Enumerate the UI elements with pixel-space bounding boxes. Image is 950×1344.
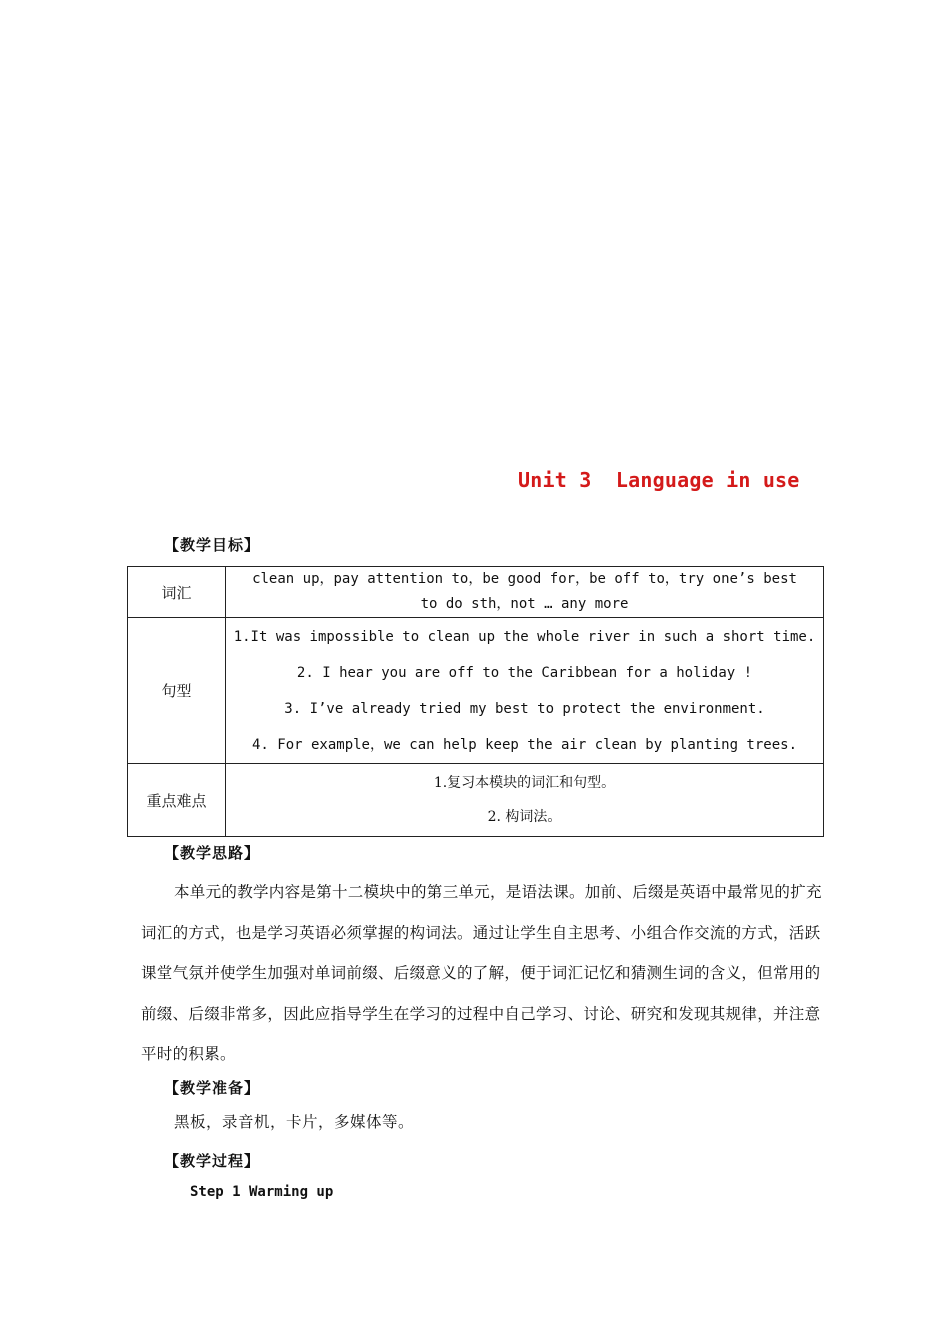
table-row — [128, 618, 824, 764]
vocab-line: clean up，pay attention to，be good for，be off to，try one’s best — [252, 571, 797, 587]
row-label-sentences: 句型 — [128, 618, 226, 764]
sentence-line: 3. I’ve already tried my best to protect the environment. — [284, 700, 765, 717]
vocab-line: to do sth，not … any more — [420, 596, 629, 612]
sentence-line: 2. I hear you are off to the Caribbean for a holiday ! — [296, 664, 753, 681]
key-points-cell — [226, 764, 824, 837]
key-point-line: 1.复习本模块的词汇和句型。 — [433, 775, 616, 791]
step-1-heading: Step 1 Warming up — [190, 1184, 334, 1200]
preparation-heading: 【教学准备】 — [164, 1079, 261, 1097]
sentences-cell — [226, 618, 824, 764]
sentence-line: 4. For example，we can help keep the air clean by planting trees. — [251, 736, 797, 753]
unit-title: Unit 3 Language in use — [518, 468, 800, 492]
table-row — [128, 764, 824, 837]
preparation-text: 黑板，录音机，卡片，多媒体等。 — [174, 1113, 415, 1131]
table-row — [128, 567, 824, 618]
row-label-key-points: 重点难点 — [128, 764, 226, 837]
vocab-cell — [226, 567, 824, 618]
sentence-line: 1.It was impossible to clean up the whole river in such a short time. — [233, 628, 816, 645]
approach-paragraph: 本单元的教学内容是第十二模块中的第三单元，是语法课。加前、后缀是英语中最常见的扩充词汇的方式，也是学习英语必须掌握的构词法。通过让学生自主思考、小组合作交流的方式，活跃课堂气氛并使学生加强对单词前缀、后缀意义的了解，便于词汇记忆和猜测生词的含义，但常用的前缀、后缀非常多，因此应指导学生在学习的过程中自己学习、讨论、研究和发现其规律，并注意平时的积累。 — [141, 883, 822, 1063]
process-heading: 【教学过程】 — [164, 1152, 261, 1170]
approach-heading: 【教学思路】 — [164, 844, 261, 862]
objectives-heading: 【教学目标】 — [164, 536, 261, 554]
key-point-line: 2. 构词法。 — [487, 809, 562, 825]
row-label-vocab: 词汇 — [128, 567, 226, 618]
objectives-table — [127, 566, 824, 837]
